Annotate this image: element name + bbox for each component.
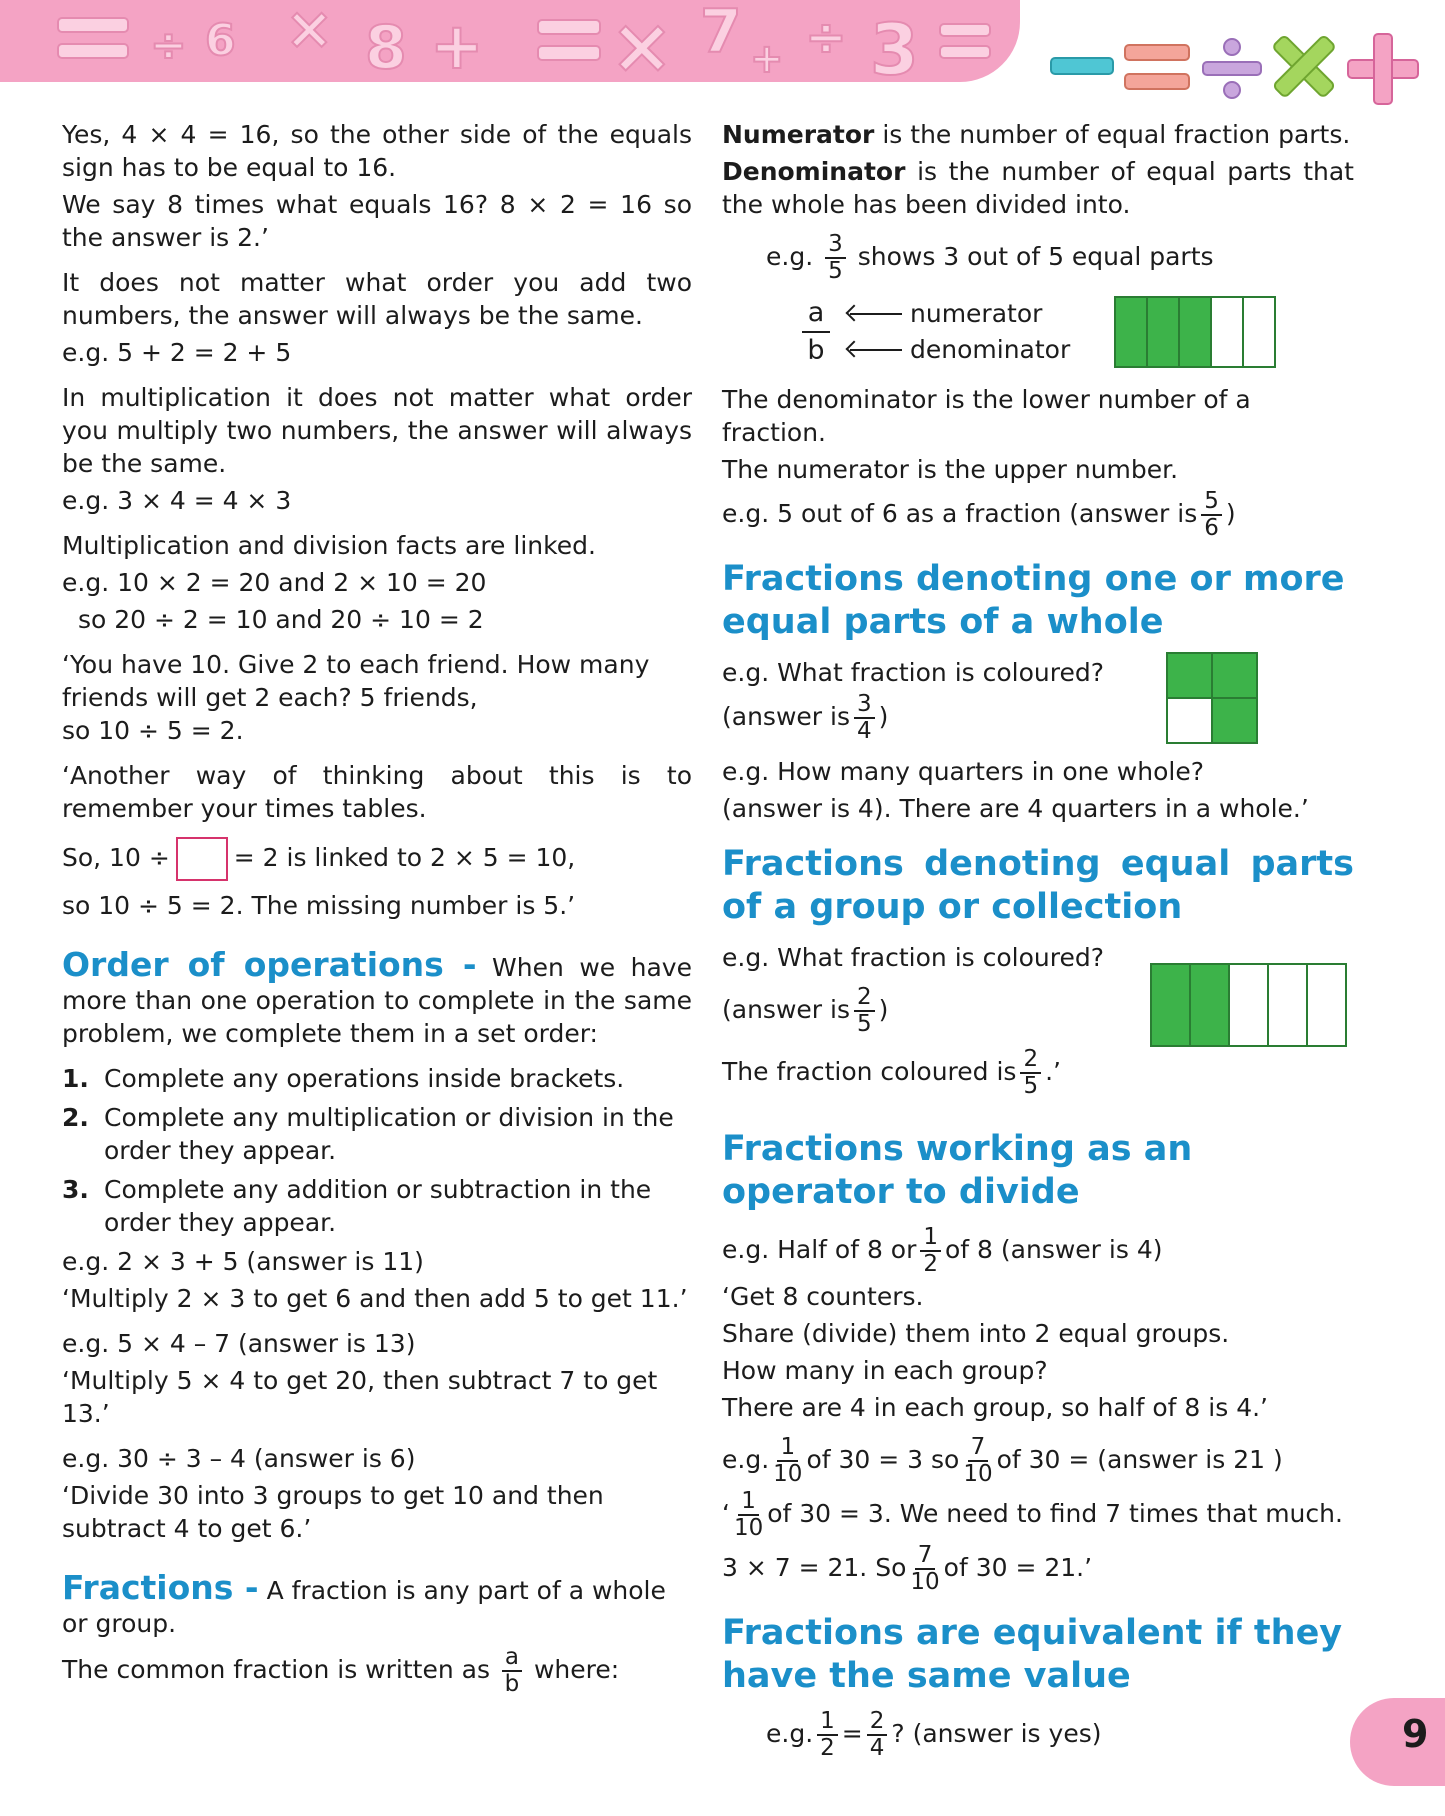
- fraction-a-over-b: $\frac{a}{b}$: [502, 1646, 522, 1696]
- example: e.g. 5 out of 6 as a fraction (answer is $\frac{5}{6}$ ): [722, 488, 1236, 541]
- fraction-7-10: $\frac{7}{10}$: [963, 1434, 993, 1487]
- denominator-arrow-label: denominator: [850, 332, 1070, 368]
- fraction-3-5: $\frac{3}{5}$: [825, 233, 846, 283]
- arrow-left-icon: [850, 349, 902, 351]
- fraction-5-6: $\frac{5}{6}$: [1201, 490, 1222, 540]
- explanation: ‘ $\frac{1}{10}$ of 30 = 3. We need to find 7 times that much.: [722, 1488, 1343, 1541]
- example: e.g. 5 + 2 = 2 + 5: [62, 338, 292, 367]
- svg-text:6: 6: [205, 15, 236, 66]
- example: so 20 ÷ 2 = 10 and 20 ÷ 10 = 2: [78, 605, 484, 634]
- text: So, 10 ÷: [62, 843, 170, 872]
- multiply-icon: [1272, 35, 1336, 98]
- math-symbols-decoration: [0, 0, 1020, 82]
- step-text: Complete any multiplication or division in the order they appear.: [104, 1103, 674, 1165]
- explanation: 3 × 7 = 21. So $\frac{7}{10}$ of 30 = 21.’: [722, 1542, 1093, 1595]
- term: Denominator: [722, 157, 906, 186]
- plus-icon: [1348, 34, 1418, 104]
- text: where:: [533, 1655, 620, 1684]
- fraction-1-10: $\frac{1}{10}$: [773, 1434, 803, 1487]
- example: e.g. $\frac{3}{5}$ shows 3 out of 5 equal parts: [766, 231, 1214, 284]
- answer: The fraction coloured is $\frac{2}{5}$ .’: [722, 1046, 1061, 1099]
- explanation: How many in each group?: [722, 1356, 1048, 1385]
- paragraph: The denominator is the lower number of a fraction.: [722, 385, 1251, 447]
- svg-text:+: +: [430, 10, 484, 82]
- missing-number-box: [176, 837, 228, 881]
- operator-icons-group: [1045, 20, 1425, 110]
- paragraph: In multiplication it does not matter what order you multiply two numbers, the answer will always be the same.: [62, 383, 692, 478]
- section-intro: When we have more than one operation to complete in the same problem, we complete them in a set order:: [62, 953, 692, 1048]
- list-item: [62, 1101, 692, 1167]
- svg-text:3: 3: [870, 9, 919, 82]
- paragraph: ‘You have 10. Give 2 to each friend. How many friends will get 2 each? 5 friends,: [62, 650, 650, 712]
- svg-text:7: 7: [700, 0, 742, 67]
- example: e.g. What fraction is coloured?: [722, 943, 1104, 972]
- right-column: [722, 118, 1354, 1772]
- example: e.g. What fraction is coloured?: [722, 658, 1104, 687]
- term: Numerator: [722, 120, 875, 149]
- order-of-operations-section: [62, 945, 692, 1050]
- explanation: There are 4 in each group, so half of 8 is 4.’: [722, 1393, 1268, 1422]
- arrow-left-icon: [850, 313, 902, 315]
- left-column: [62, 118, 692, 1708]
- example: e.g. 2 × 3 + 5 (answer is 11): [62, 1247, 424, 1276]
- numerator-arrow-label: numerator: [850, 296, 1070, 332]
- numerator-definition: Numerator is the number of equal fraction parts.: [722, 120, 1351, 149]
- answer: (answer is $\frac{3}{4}$ ): [722, 691, 889, 744]
- minus-icon: [1051, 58, 1113, 74]
- page-number: 9: [1402, 1712, 1429, 1756]
- equals-icon: [1125, 45, 1189, 89]
- explanation: ‘Multiply 5 × 4 to get 20, then subtract 7 to get 13.’: [62, 1366, 658, 1428]
- section-heading: Fractions -: [62, 1568, 259, 1607]
- svg-text:×: ×: [285, 0, 334, 62]
- svg-text:8: 8: [365, 13, 407, 82]
- fraction-1-10: $\frac{1}{10}$: [733, 1488, 764, 1541]
- text: = 2 is linked to 2 × 5 = 10,: [233, 843, 576, 872]
- fraction-a-over-b: a b: [792, 295, 840, 369]
- explanation: ‘Multiply 2 × 3 to get 6 and then add 5 to get 11.’: [62, 1284, 688, 1313]
- section-heading: Fractions working as an operator to divide: [722, 1129, 1193, 1212]
- header-banner: [0, 0, 1020, 82]
- common-fraction-sentence: [62, 1646, 692, 1696]
- example: (answer is 4). There are 4 quarters in a whole.’: [722, 794, 1309, 823]
- three-fifths-bar: [1114, 296, 1280, 368]
- answer: (answer is $\frac{2}{5}$ ): [722, 984, 889, 1037]
- fraction-2-4: $\frac{2}{4}$: [867, 1710, 888, 1760]
- fraction-2-5: $\frac{2}{5}$: [1020, 1048, 1041, 1098]
- section-heading: Fractions denoting equal parts of a group or collection: [722, 844, 1354, 927]
- step-text: Complete any operations inside brackets.: [104, 1064, 625, 1093]
- list-item: [62, 1062, 692, 1095]
- example-with-figure: [722, 656, 1354, 755]
- example: e.g. $\frac{1}{10}$ of 30 = 3 so $\frac{7}{10}$ of 30 = (answer is 21 ): [722, 1434, 1283, 1487]
- svg-text:×: ×: [610, 1, 674, 82]
- example: e.g. $\frac{1}{2}$ = $\frac{2}{4}$ ? (answer is yes): [766, 1708, 1102, 1761]
- paragraph: so 10 ÷ 5 = 2. The missing number is 5.’: [62, 891, 576, 920]
- svg-text:÷: ÷: [150, 20, 187, 71]
- denominator-definition: Denominator is the number of equal parts that the whole has been divided into.: [722, 157, 1354, 219]
- svg-text:+: +: [750, 36, 784, 82]
- steps-list: [62, 1062, 692, 1239]
- section-heading: Fractions denoting one or more equal parts of a whole: [722, 559, 1345, 642]
- fraction-3-4: $\frac{3}{4}$: [854, 693, 875, 743]
- three-quarters-square: [1166, 652, 1258, 744]
- section-intro: A fraction is any part of a whole or group.: [62, 1576, 666, 1638]
- explanation: ‘Divide 30 into 3 groups to get 10 and then subtract 4 to get 6.’: [62, 1481, 604, 1543]
- step-number: 2.: [62, 1103, 89, 1132]
- section-heading: Order of operations -: [62, 945, 477, 984]
- step-text: Complete any addition or subtraction in the order they appear.: [104, 1175, 652, 1237]
- fraction-7-10: $\frac{7}{10}$: [910, 1542, 940, 1595]
- paragraph: ‘Another way of thinking about this is to remember your times tables.: [62, 761, 692, 823]
- example-with-figure: [722, 941, 1354, 1110]
- paragraph: We say 8 times what equals 16? 8 × 2 = 16 so the answer is 2.’: [62, 190, 692, 252]
- fractions-section: [62, 1568, 692, 1640]
- fraction-2-5: $\frac{2}{5}$: [854, 986, 875, 1036]
- paragraph: The numerator is the upper number.: [722, 455, 1179, 484]
- example: e.g. Half of 8 or $\frac{1}{2}$ of 8 (answer is 4): [722, 1224, 1163, 1277]
- missing-number-sentence: [62, 837, 692, 881]
- example: e.g. 10 × 2 = 20 and 2 × 10 = 20: [62, 568, 487, 597]
- paragraph: Yes, 4 × 4 = 16, so the other side of the equals sign has to be equal to 16.: [62, 120, 692, 182]
- fraction-parts-diagram: [722, 295, 1354, 369]
- paragraph: Multiplication and division facts are linked.: [62, 531, 596, 560]
- text: The common fraction is written as: [62, 1655, 490, 1684]
- divide-icon: [1203, 39, 1261, 98]
- fraction-1-2: $\frac{1}{2}$: [920, 1226, 941, 1276]
- svg-text:÷: ÷: [805, 8, 847, 66]
- example: e.g. How many quarters in one whole?: [722, 757, 1204, 786]
- explanation: Share (divide) them into 2 equal groups.: [722, 1319, 1230, 1348]
- section-heading: Fractions are equivalent if they have the same value: [722, 1613, 1343, 1696]
- step-number: 1.: [62, 1064, 89, 1093]
- page-number-tab: [1350, 1698, 1445, 1786]
- two-fifths-bar: [1150, 963, 1350, 1047]
- example: e.g. 3 × 4 = 4 × 3: [62, 486, 292, 515]
- explanation: ‘Get 8 counters.: [722, 1282, 924, 1311]
- paragraph: so 10 ÷ 5 = 2.: [62, 716, 244, 745]
- example: e.g. 30 ÷ 3 – 4 (answer is 6): [62, 1444, 416, 1473]
- fraction-1-2: $\frac{1}{2}$: [817, 1710, 838, 1760]
- list-item: [62, 1173, 692, 1239]
- paragraph: It does not matter what order you add two numbers, the answer will always be the same.: [62, 268, 692, 330]
- step-number: 3.: [62, 1175, 89, 1204]
- example: e.g. 5 × 4 – 7 (answer is 13): [62, 1329, 416, 1358]
